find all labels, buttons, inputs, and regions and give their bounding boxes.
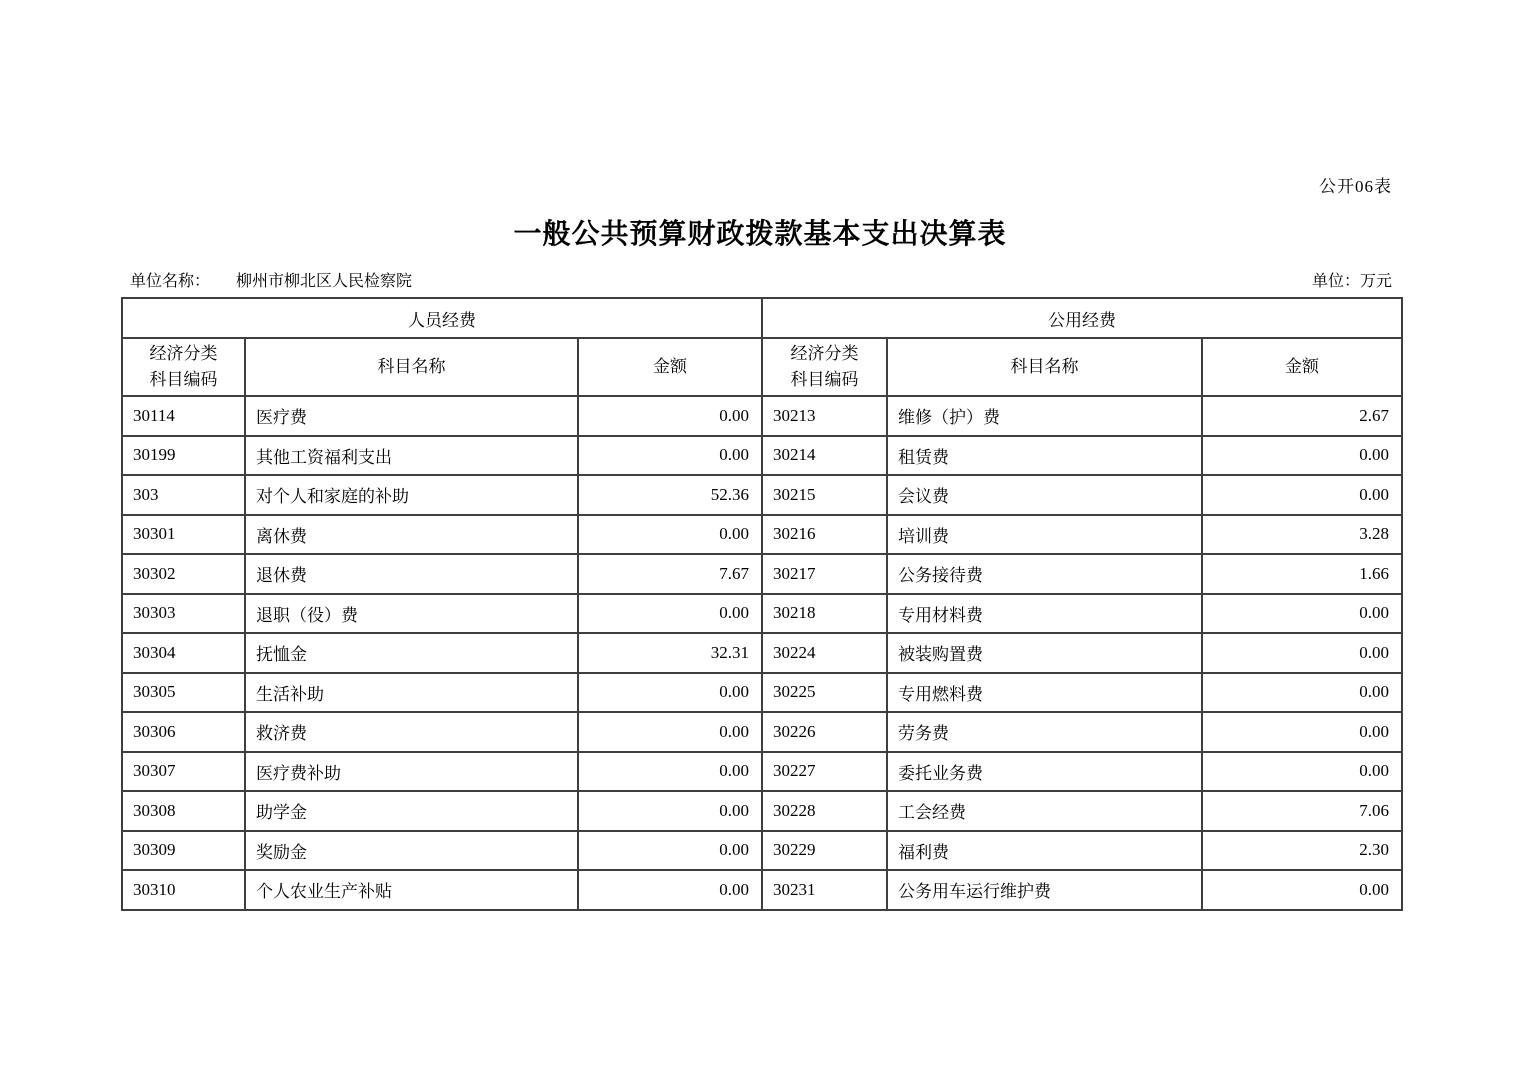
code-cell: 30306 bbox=[122, 712, 245, 752]
code-cell: 30114 bbox=[122, 396, 245, 436]
table-row bbox=[122, 752, 1402, 792]
amount-cell: 2.30 bbox=[1202, 831, 1402, 871]
code-cell: 30226 bbox=[762, 712, 887, 752]
amount-cell: 0.00 bbox=[578, 870, 762, 910]
amount-cell: 0.00 bbox=[578, 515, 762, 555]
code-cell: 30218 bbox=[762, 594, 887, 634]
table-row bbox=[122, 633, 1402, 673]
code-cell: 30301 bbox=[122, 515, 245, 555]
subject-name-cell: 专用材料费 bbox=[887, 594, 1202, 634]
code-cell: 30310 bbox=[122, 870, 245, 910]
subject-name-cell: 离休费 bbox=[245, 515, 578, 555]
amount-cell: 0.00 bbox=[578, 712, 762, 752]
code-cell: 30228 bbox=[762, 791, 887, 831]
code-cell: 30214 bbox=[762, 436, 887, 476]
column-header-amount-left: 金额 bbox=[578, 338, 762, 396]
amount-cell: 32.31 bbox=[578, 633, 762, 673]
subject-name-cell: 劳务费 bbox=[887, 712, 1202, 752]
info-row bbox=[130, 268, 1392, 291]
amount-cell: 0.00 bbox=[1202, 436, 1402, 476]
amount-cell: 1.66 bbox=[1202, 554, 1402, 594]
table-row bbox=[122, 712, 1402, 752]
section-header-personnel: 人员经费 bbox=[122, 298, 762, 338]
column-header-code-left bbox=[122, 338, 245, 396]
subject-name-cell: 医疗费 bbox=[245, 396, 578, 436]
code-cell: 303 bbox=[122, 475, 245, 515]
table-row bbox=[122, 396, 1402, 436]
code-cell: 30199 bbox=[122, 436, 245, 476]
amount-cell: 2.67 bbox=[1202, 396, 1402, 436]
unit-name-label: 单位名称： bbox=[130, 273, 211, 290]
column-header-name-left: 科目名称 bbox=[245, 338, 578, 396]
column-header-amount-right: 金额 bbox=[1202, 338, 1402, 396]
amount-cell: 0.00 bbox=[578, 594, 762, 634]
column-header-code-right bbox=[762, 338, 887, 396]
code-cell: 30303 bbox=[122, 594, 245, 634]
code-cell: 30309 bbox=[122, 831, 245, 871]
expenditure-table bbox=[121, 297, 1403, 911]
amount-cell: 0.00 bbox=[1202, 870, 1402, 910]
amount-cell: 0.00 bbox=[1202, 475, 1402, 515]
subject-name-cell: 退休费 bbox=[245, 554, 578, 594]
subject-name-cell: 医疗费补助 bbox=[245, 752, 578, 792]
code-cell: 30229 bbox=[762, 831, 887, 871]
table-row bbox=[122, 436, 1402, 476]
subject-name-cell: 个人农业生产补贴 bbox=[245, 870, 578, 910]
subject-name-cell: 公务用车运行维护费 bbox=[887, 870, 1202, 910]
subject-name-cell: 会议费 bbox=[887, 475, 1202, 515]
code-cell: 30215 bbox=[762, 475, 887, 515]
subject-name-cell: 其他工资福利支出 bbox=[245, 436, 578, 476]
code-cell: 30231 bbox=[762, 870, 887, 910]
subject-name-cell: 委托业务费 bbox=[887, 752, 1202, 792]
amount-cell: 52.36 bbox=[578, 475, 762, 515]
unit-name-value: 柳州市柳北区人民检察院 bbox=[236, 273, 413, 290]
section-header-public: 公用经费 bbox=[762, 298, 1402, 338]
amount-cell: 7.67 bbox=[578, 554, 762, 594]
subject-name-cell: 公务接待费 bbox=[887, 554, 1202, 594]
table-row bbox=[122, 554, 1402, 594]
subject-name-cell: 培训费 bbox=[887, 515, 1202, 555]
table-row bbox=[122, 870, 1402, 910]
amount-cell: 0.00 bbox=[1202, 712, 1402, 752]
subject-name-cell: 助学金 bbox=[245, 791, 578, 831]
code-cell: 30302 bbox=[122, 554, 245, 594]
amount-cell: 3.28 bbox=[1202, 515, 1402, 555]
code-cell: 30213 bbox=[762, 396, 887, 436]
unit-name-line bbox=[130, 268, 412, 291]
subject-name-cell: 救济费 bbox=[245, 712, 578, 752]
subject-name-cell: 租赁费 bbox=[887, 436, 1202, 476]
amount-cell: 0.00 bbox=[1202, 633, 1402, 673]
amount-cell: 0.00 bbox=[578, 673, 762, 713]
subject-name-cell: 被装购置费 bbox=[887, 633, 1202, 673]
subject-name-cell: 维修（护）费 bbox=[887, 396, 1202, 436]
column-header-name-right: 科目名称 bbox=[887, 338, 1202, 396]
code-cell: 30308 bbox=[122, 791, 245, 831]
code-cell: 30225 bbox=[762, 673, 887, 713]
amount-cell: 0.00 bbox=[578, 396, 762, 436]
amount-cell: 0.00 bbox=[1202, 673, 1402, 713]
code-header-line1: 经济分类 bbox=[149, 344, 218, 363]
table-row bbox=[122, 791, 1402, 831]
subject-name-cell: 福利费 bbox=[887, 831, 1202, 871]
amount-cell: 0.00 bbox=[578, 752, 762, 792]
table-row bbox=[122, 831, 1402, 871]
column-header-row bbox=[122, 338, 1402, 396]
code-header-line2: 科目编码 bbox=[149, 370, 218, 389]
code-header-line2: 科目编码 bbox=[790, 370, 859, 389]
amount-cell: 0.00 bbox=[578, 791, 762, 831]
form-number-label: 公开06表 bbox=[1319, 177, 1392, 196]
expenditure-table-wrap bbox=[121, 297, 1403, 911]
table-row bbox=[122, 594, 1402, 634]
subject-name-cell: 工会经费 bbox=[887, 791, 1202, 831]
code-cell: 30304 bbox=[122, 633, 245, 673]
table-row bbox=[122, 515, 1402, 555]
section-header-row bbox=[122, 298, 1402, 338]
amount-cell: 0.00 bbox=[578, 831, 762, 871]
amount-cell: 7.06 bbox=[1202, 791, 1402, 831]
currency-unit-label: 单位：万元 bbox=[1311, 273, 1392, 290]
subject-name-cell: 退职（役）费 bbox=[245, 594, 578, 634]
subject-name-cell: 专用燃料费 bbox=[887, 673, 1202, 713]
subject-name-cell: 抚恤金 bbox=[245, 633, 578, 673]
code-cell: 30307 bbox=[122, 752, 245, 792]
subject-name-cell: 对个人和家庭的补助 bbox=[245, 475, 578, 515]
code-cell: 30305 bbox=[122, 673, 245, 713]
subject-name-cell: 生活补助 bbox=[245, 673, 578, 713]
code-cell: 30217 bbox=[762, 554, 887, 594]
page-title: 一般公共预算财政拨款基本支出决算表 bbox=[513, 219, 1007, 250]
amount-cell: 0.00 bbox=[1202, 752, 1402, 792]
amount-cell: 0.00 bbox=[1202, 594, 1402, 634]
code-header-line1: 经济分类 bbox=[790, 344, 859, 363]
code-cell: 30224 bbox=[762, 633, 887, 673]
table-row bbox=[122, 475, 1402, 515]
code-cell: 30216 bbox=[762, 515, 887, 555]
code-cell: 30227 bbox=[762, 752, 887, 792]
subject-name-cell: 奖励金 bbox=[245, 831, 578, 871]
table-row bbox=[122, 673, 1402, 713]
amount-cell: 0.00 bbox=[578, 436, 762, 476]
